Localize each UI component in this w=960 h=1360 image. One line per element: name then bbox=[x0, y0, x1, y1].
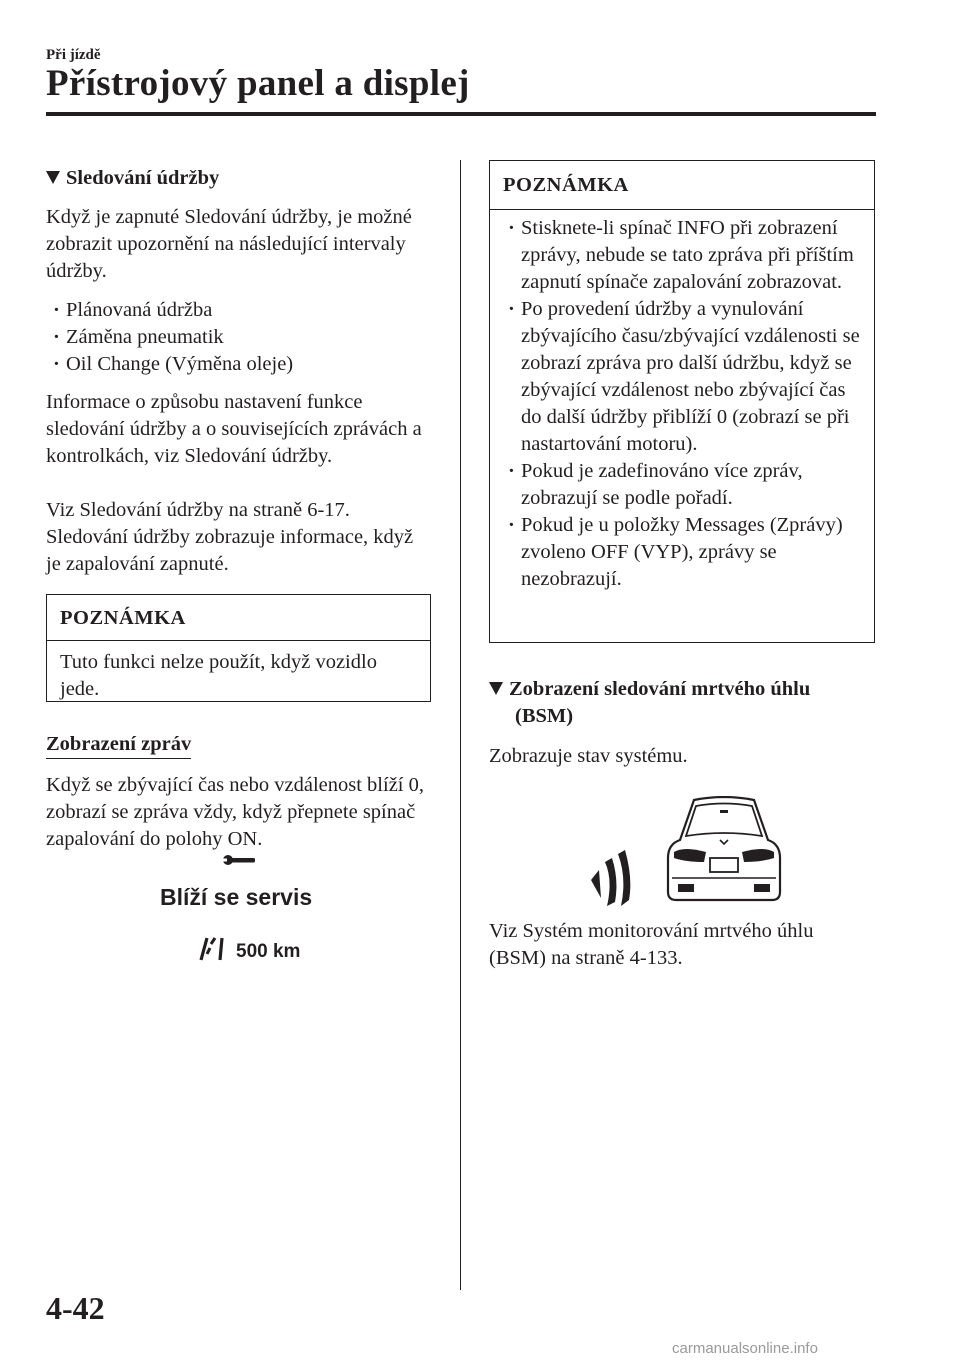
car-rear-icon bbox=[664, 796, 784, 904]
list-item: · Pokud je zadefinováno více zpráv, zobrazují se podle pořadí. bbox=[501, 458, 864, 512]
heading-text: Zobrazení sledování mrtvého úhlu (BSM) bbox=[509, 678, 811, 727]
list-item: · Plánovaná údržba bbox=[46, 297, 426, 324]
bsm-waves-icon bbox=[585, 850, 635, 910]
wrench-icon bbox=[222, 852, 258, 868]
heading-text: Sledování údržby bbox=[66, 167, 220, 189]
service-message: Blíží se servis bbox=[160, 884, 313, 910]
distance-readout: 500 km bbox=[236, 941, 301, 962]
subheading-text: Zobrazení zpráv bbox=[46, 733, 191, 759]
note-bullet-list bbox=[490, 210, 874, 593]
page-title: Přístrojový panel a displej bbox=[46, 63, 470, 104]
ignition-paragraph: Sledování údržby zobrazuje informace, když je zapalování zapnuté. bbox=[46, 526, 414, 575]
triangle-bullet-icon bbox=[46, 171, 60, 184]
title-rule bbox=[46, 112, 876, 116]
intro-paragraph: Když je zapnuté Sledování údržby, je možné zobrazit upozornění na následující intervaly údržby. bbox=[46, 206, 412, 282]
note-heading: POZNÁMKA bbox=[490, 161, 874, 210]
bsm-reference-paragraph: Viz Systém monitorování mrtvého úhlu (BSM) na straně 4-133. bbox=[489, 920, 814, 969]
list-item: · Pokud je u položky Messages (Zprávy) zvoleno OFF (VYP), zprávy se nezobrazují. bbox=[501, 512, 864, 593]
list-item: · Záměna pneumatik bbox=[46, 324, 426, 351]
road-icon bbox=[198, 936, 228, 962]
heading-sledovani-udrzby bbox=[46, 165, 219, 192]
maintenance-interval-list bbox=[46, 297, 426, 378]
note-body: Tuto funkci nelze použít, když vozidlo jede. bbox=[60, 651, 377, 700]
message-paragraph: Když se zbývající čas nebo vzdálenost blíží 0, zobrazí se zpráva vždy, když přepnete spínač zapalování do polohy ON. bbox=[46, 774, 424, 850]
watermark: carmanualsonline.info bbox=[672, 1340, 818, 1357]
heading-bsm bbox=[489, 676, 869, 730]
column-divider bbox=[460, 160, 461, 1290]
note-box-right bbox=[489, 160, 875, 643]
reference-paragraph: Viz Sledování údržby na straně 6-17. bbox=[46, 499, 350, 521]
subheading-zobrazeni-zprav bbox=[46, 733, 191, 756]
page-number: 4-42 bbox=[46, 1290, 105, 1326]
list-item: · Oil Change (Výměna oleje) bbox=[46, 351, 426, 378]
list-item: · Po provedení údržby a vynulování zbývajícího času/zbývající vzdálenosti se zobrazí zpráva pro další údržbu, když se zbývající vzdálenost nebo zbývající čas do další údržby přiblíží 0 (zobrazí se při nastartování motoru). bbox=[501, 296, 864, 458]
bsm-status-paragraph: Zobrazuje stav systému. bbox=[489, 745, 688, 767]
section-label: Při jízdě bbox=[46, 47, 101, 63]
note-box-left bbox=[46, 594, 431, 702]
triangle-bullet-icon bbox=[489, 682, 503, 695]
list-item: · Stisknete-li spínač INFO při zobrazení zprávy, nebude se tato zpráva při příštím zapnutí spínače zapalování zobrazovat. bbox=[501, 215, 864, 296]
note-heading: POZNÁMKA bbox=[47, 595, 430, 641]
settings-paragraph: Informace o způsobu nastavení funkce sledování údržby a o souvisejících zprávách a kontrolkách, viz Sledování údržby. bbox=[46, 391, 422, 467]
